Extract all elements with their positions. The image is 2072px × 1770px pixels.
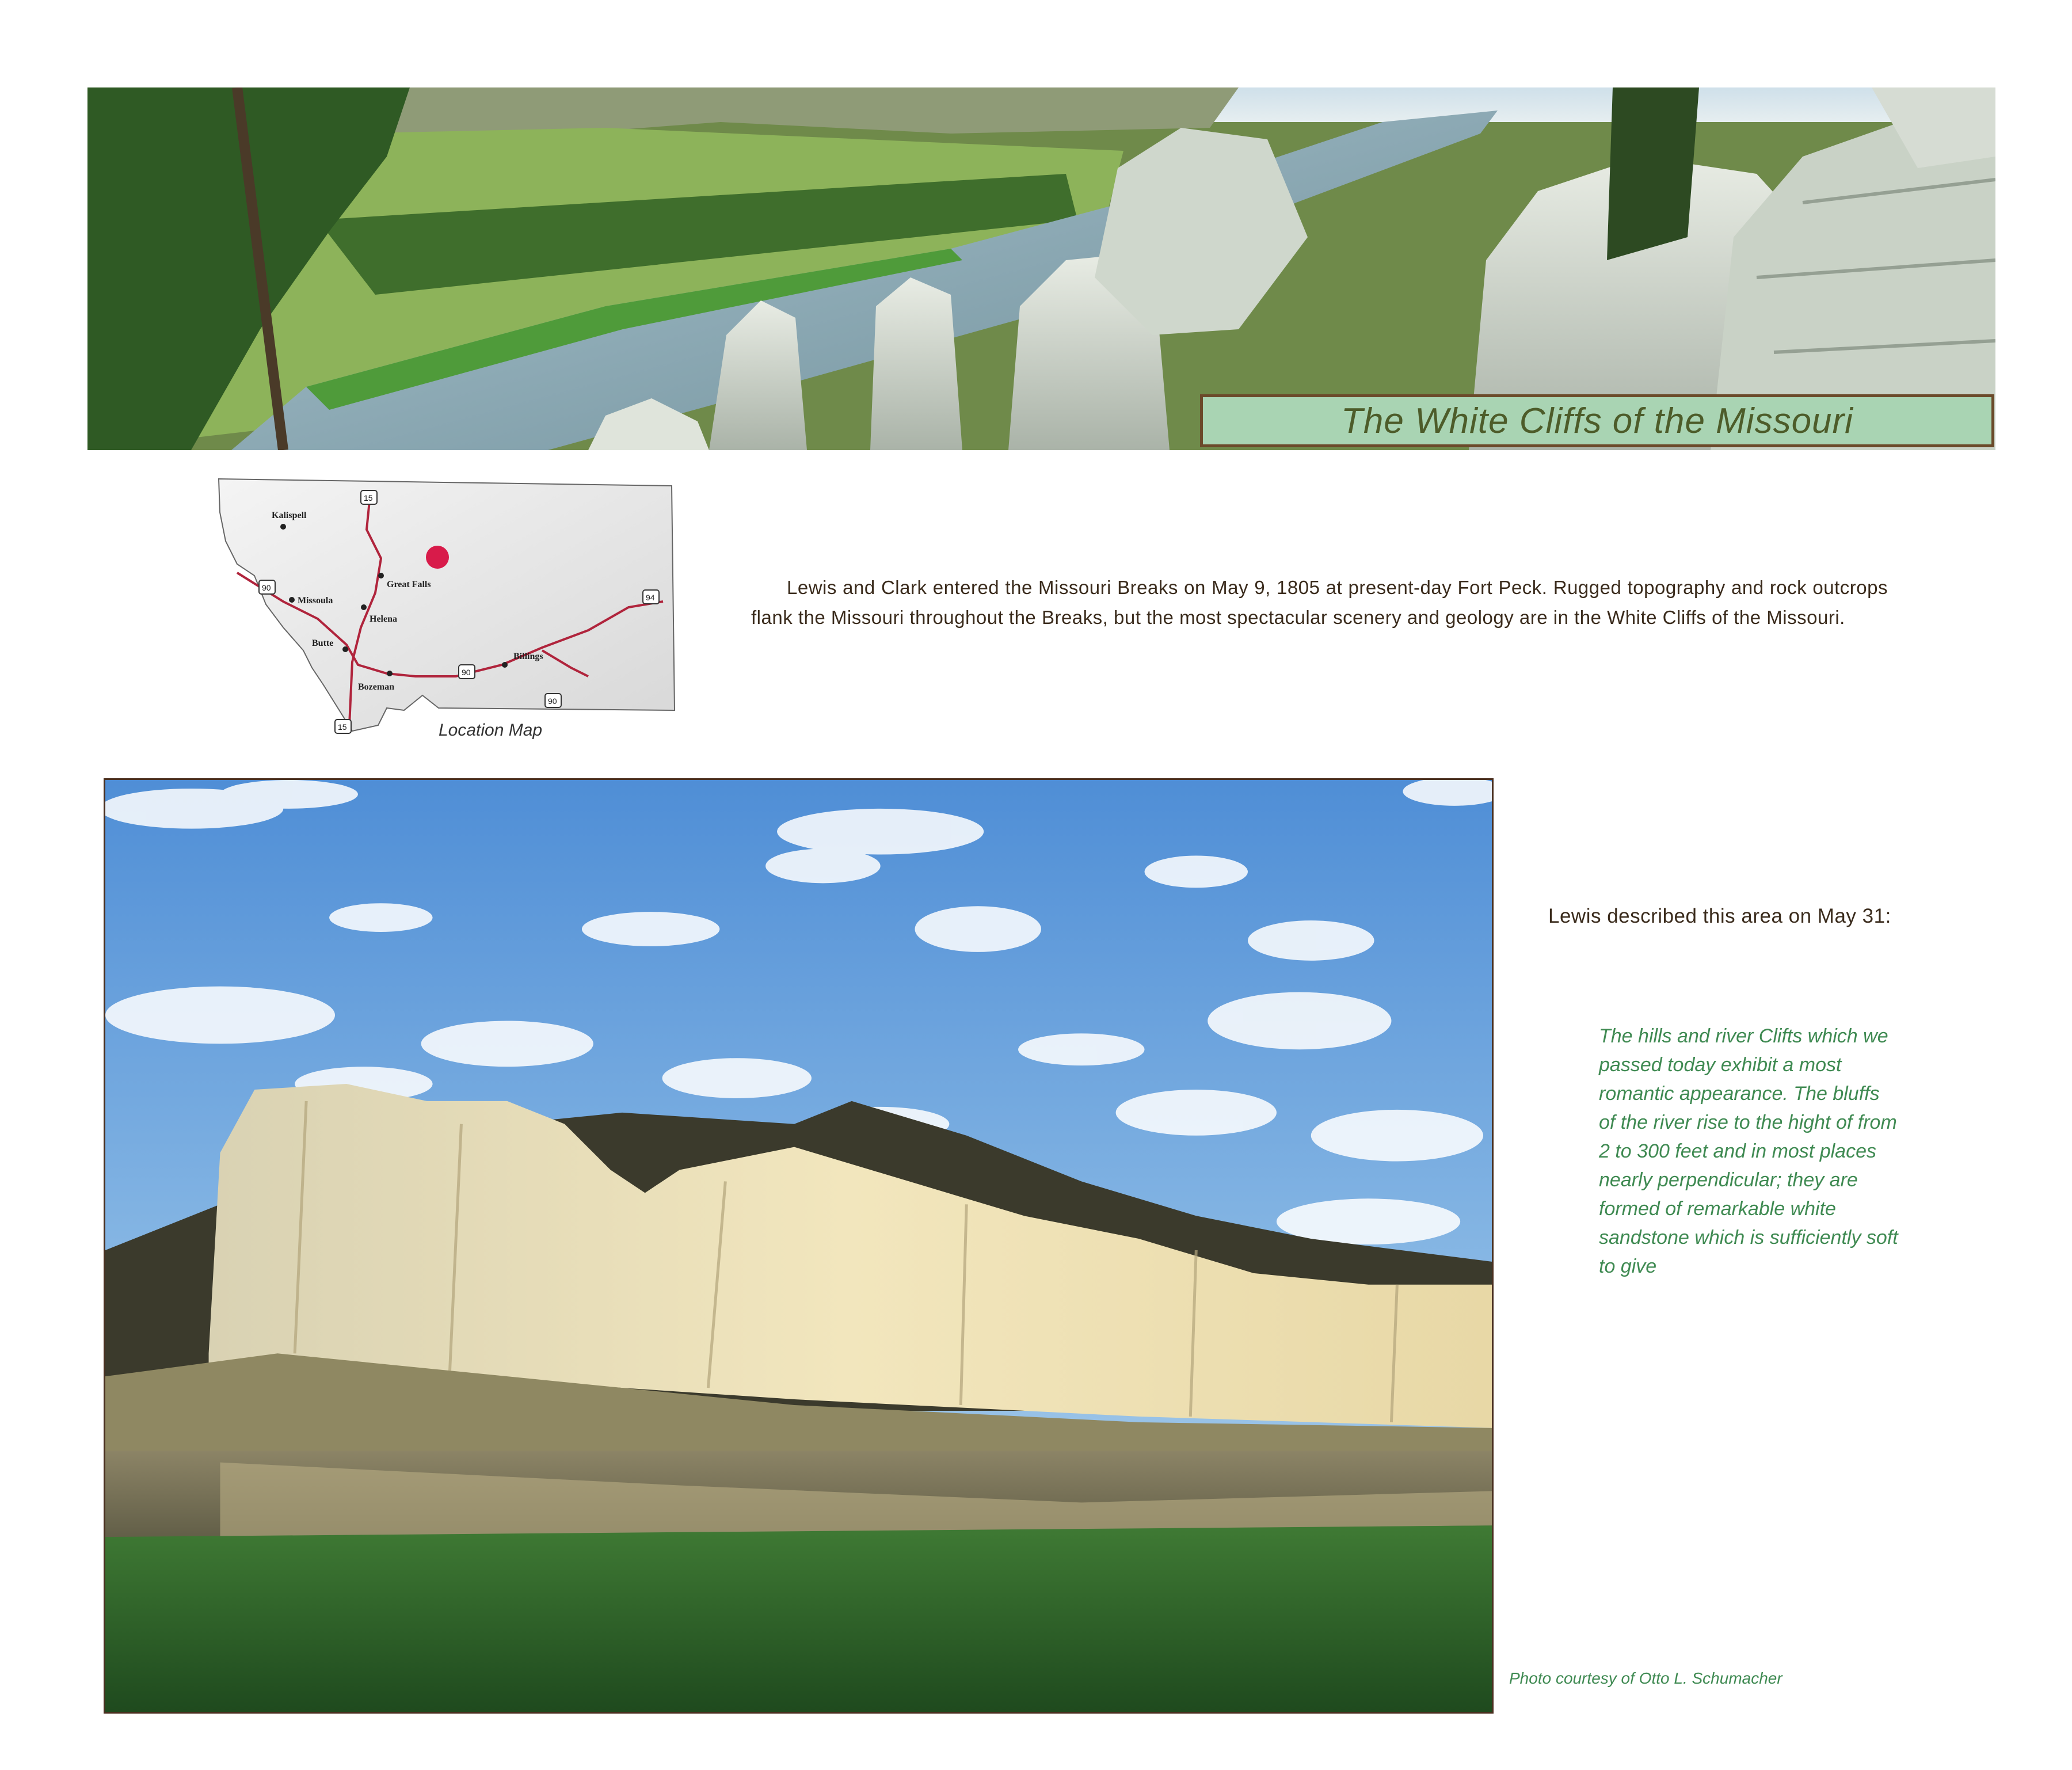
shield-15-south: 15 xyxy=(338,722,347,732)
white-cliffs-marker xyxy=(426,546,449,569)
map-city-helena: Helena xyxy=(370,614,397,624)
shield-90-central: 90 xyxy=(462,668,471,677)
map-city-great-falls: Great Falls xyxy=(387,580,431,589)
lewis-quote: The hills and river Clifts which we passed today exhibit a most romantic appearance. The bluffs of the river rise to the hight of from 2 to 300 feet and in most places nearly perpendicular; they are formed of remarkable white sandstone which is sufficiently soft to give xyxy=(1599,1025,1898,1277)
shield-94-east: 94 xyxy=(646,593,655,602)
intro-paragraph: Lewis and Clark entered the Missouri Breaks on May 9, 1805 at present-day Fort Peck. Rugged topography and rock outcrops flank the Missouri throughout the Breaks, but the most spectacular scenery and geology are in the White Cliffs of the Missouri. xyxy=(751,577,1888,628)
shield-90-west: 90 xyxy=(262,583,271,592)
map-city-butte: Butte xyxy=(312,638,334,648)
map-city-missoula: Missoula xyxy=(298,596,333,606)
map-city-bozeman: Bozeman xyxy=(358,682,395,692)
map-city-billings: Billings xyxy=(513,652,543,661)
map-caption: Location Map xyxy=(439,721,543,740)
quote-intro: Lewis described this area on May 31: xyxy=(1548,905,1891,927)
shield-90-south: 90 xyxy=(548,696,557,706)
shield-15-north: 15 xyxy=(364,493,373,503)
map-city-kalispell: Kalispell xyxy=(272,511,307,520)
banner-title: The White Cliffs of the Missouri xyxy=(1200,394,1994,447)
white-cliffs-photo xyxy=(104,778,1494,1714)
location-map xyxy=(214,478,686,748)
photo-credit: Photo courtesy of Otto L. Schumacher xyxy=(1509,1669,1782,1687)
